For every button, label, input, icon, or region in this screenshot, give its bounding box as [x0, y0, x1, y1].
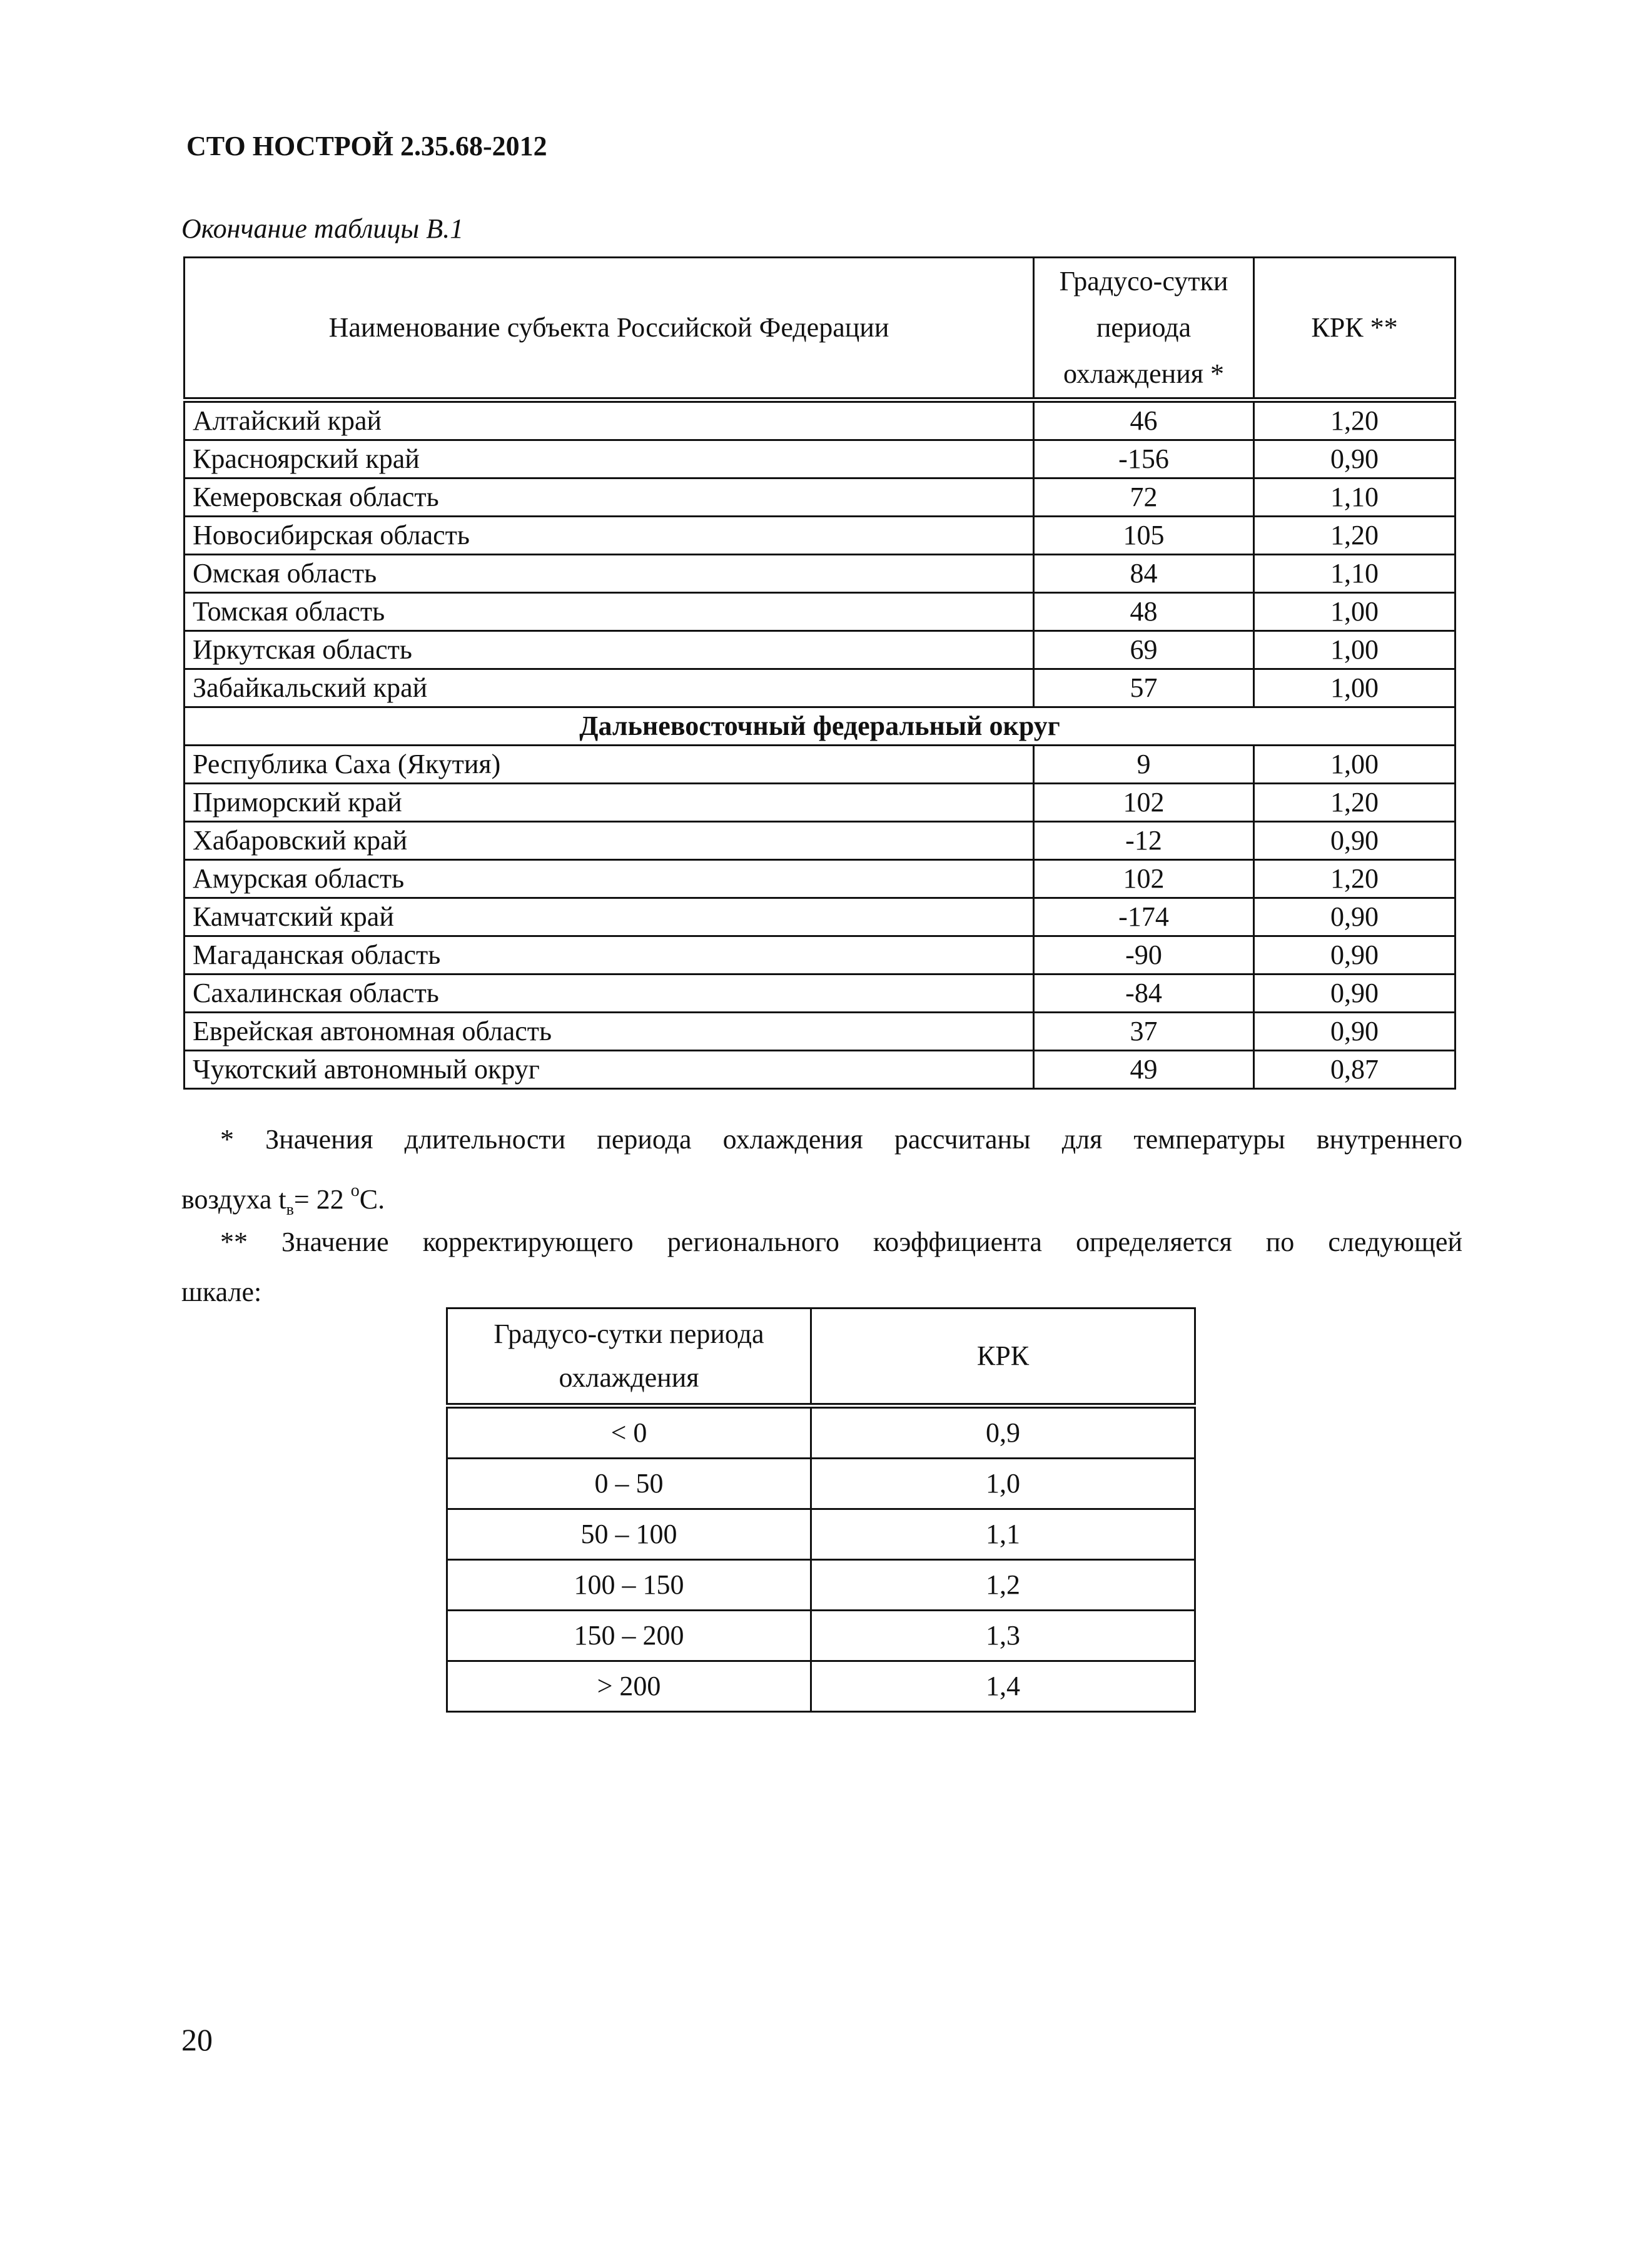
scale-range-cell: 0 – 50 [447, 1459, 811, 1509]
table-row [185, 1051, 1455, 1089]
scale-krk-cell: 1,1 [811, 1509, 1195, 1560]
scale-range-cell: 150 – 200 [447, 1611, 811, 1661]
table-row [185, 478, 1455, 517]
table-row [185, 1013, 1455, 1051]
krk-cell: 1,10 [1254, 555, 1455, 593]
footnote-1-subscript: в [286, 1200, 294, 1218]
region-name-cell: Магаданская область [185, 936, 1034, 975]
table-row [185, 555, 1455, 593]
scale-header-range: Градусо-сутки периода охлаждения [447, 1309, 811, 1406]
region-name-cell: Красноярский край [185, 440, 1034, 478]
table-row [185, 440, 1455, 478]
regions-table [183, 256, 1456, 1090]
footnote-2: ** Значение корректирующего регионального коэффициента определяется по следующей [220, 1227, 1462, 1257]
degree-days-cell: -90 [1034, 936, 1254, 975]
footnote-1-prefix: воздуха t [181, 1184, 286, 1215]
region-name-cell: Хабаровский край [185, 822, 1034, 860]
degree-days-cell: 72 [1034, 478, 1254, 517]
krk-cell: 0,90 [1254, 975, 1455, 1013]
scale-krk-cell: 1,2 [811, 1560, 1195, 1611]
degree-days-cell: -174 [1034, 898, 1254, 936]
table-row [185, 898, 1455, 936]
scale-row [447, 1611, 1195, 1661]
krk-cell: 0,90 [1254, 440, 1455, 478]
header-krk: КРК ** [1254, 258, 1455, 400]
region-name-cell: Иркутская область [185, 631, 1034, 669]
region-name-cell: Алтайский край [185, 400, 1034, 440]
krk-cell: 1,00 [1254, 746, 1455, 784]
section-title: Дальневосточный федеральный округ [185, 707, 1455, 746]
region-name-cell: Новосибирская область [185, 517, 1034, 555]
region-name-cell: Забайкальский край [185, 669, 1034, 707]
degree-days-cell: 84 [1034, 555, 1254, 593]
region-name-cell: Республика Саха (Якутия) [185, 746, 1034, 784]
table-row [185, 746, 1455, 784]
table-row [185, 631, 1455, 669]
scale-header-row [447, 1309, 1195, 1406]
degree-days-cell: 9 [1034, 746, 1254, 784]
table-caption: Окончание таблицы В.1 [181, 213, 464, 244]
degree-days-cell: 49 [1034, 1051, 1254, 1089]
region-name-cell: Амурская область [185, 860, 1034, 898]
krk-cell: 0,90 [1254, 898, 1455, 936]
region-name-cell: Камчатский край [185, 898, 1034, 936]
region-name-cell: Омская область [185, 555, 1034, 593]
scale-krk-cell: 1,0 [811, 1459, 1195, 1509]
footnote-1: * Значения длительности периода охлаждения рассчитаны для температуры внутреннего [220, 1124, 1462, 1155]
krk-cell: 1,00 [1254, 669, 1455, 707]
scale-range-cell: 100 – 150 [447, 1560, 811, 1611]
table-row [185, 669, 1455, 707]
scale-row [447, 1406, 1195, 1459]
degree-days-cell: -156 [1034, 440, 1254, 478]
region-name-cell: Приморский край [185, 784, 1034, 822]
scale-row [447, 1661, 1195, 1712]
krk-cell: 1,20 [1254, 517, 1455, 555]
scale-range-cell: < 0 [447, 1406, 811, 1459]
krk-cell: 1,20 [1254, 860, 1455, 898]
region-name-cell: Еврейская автономная область [185, 1013, 1034, 1051]
krk-cell: 0,90 [1254, 936, 1455, 975]
scale-range-cell: 50 – 100 [447, 1509, 811, 1560]
table-row [185, 936, 1455, 975]
scale-header-krk: КРК [811, 1309, 1195, 1406]
section-row [185, 707, 1455, 746]
scale-krk-cell: 0,9 [811, 1406, 1195, 1459]
degree-days-cell: 69 [1034, 631, 1254, 669]
degree-days-cell: 48 [1034, 593, 1254, 631]
footnote-1-value: = 22 [293, 1184, 351, 1215]
scale-krk-cell: 1,3 [811, 1611, 1195, 1661]
degree-days-cell: 102 [1034, 784, 1254, 822]
table-header-row [185, 258, 1455, 400]
table-row [185, 784, 1455, 822]
krk-cell: 0,90 [1254, 822, 1455, 860]
krk-cell: 0,87 [1254, 1051, 1455, 1089]
degree-days-cell: 57 [1034, 669, 1254, 707]
table-row [185, 822, 1455, 860]
krk-cell: 1,00 [1254, 631, 1455, 669]
krk-cell: 0,90 [1254, 1013, 1455, 1051]
degree-days-cell: 102 [1034, 860, 1254, 898]
header-degree-days: Градусо-сутки периода охлаждения * [1034, 258, 1254, 400]
document-code: СТО НОСТРОЙ 2.35.68-2012 [186, 131, 547, 161]
scale-row [447, 1459, 1195, 1509]
scale-krk-cell: 1,4 [811, 1661, 1195, 1712]
degree-days-cell: 37 [1034, 1013, 1254, 1051]
region-name-cell: Чукотский автономный округ [185, 1051, 1034, 1089]
footnote-2-continued: шкале: [181, 1277, 262, 1307]
krk-scale-table [446, 1307, 1196, 1713]
scale-range-cell: > 200 [447, 1661, 811, 1712]
degree-days-cell: -12 [1034, 822, 1254, 860]
header-region-name: Наименование субъекта Российской Федерации [185, 258, 1034, 400]
table-row [185, 517, 1455, 555]
krk-cell: 1,20 [1254, 784, 1455, 822]
scale-row [447, 1509, 1195, 1560]
table-row [185, 400, 1455, 440]
region-name-cell: Кемеровская область [185, 478, 1034, 517]
degree-days-cell: 46 [1034, 400, 1254, 440]
krk-cell: 1,00 [1254, 593, 1455, 631]
page-number: 20 [181, 2022, 213, 2057]
degree-days-cell: 105 [1034, 517, 1254, 555]
table-row [185, 975, 1455, 1013]
table-row [185, 860, 1455, 898]
krk-cell: 1,20 [1254, 400, 1455, 440]
footnote-1-unit: С. [359, 1184, 385, 1215]
region-name-cell: Томская область [185, 593, 1034, 631]
region-name-cell: Сахалинская область [185, 975, 1034, 1013]
scale-row [447, 1560, 1195, 1611]
table-row [185, 593, 1455, 631]
footnote-1-degree: о [350, 1181, 360, 1200]
krk-cell: 1,10 [1254, 478, 1455, 517]
degree-days-cell: -84 [1034, 975, 1254, 1013]
